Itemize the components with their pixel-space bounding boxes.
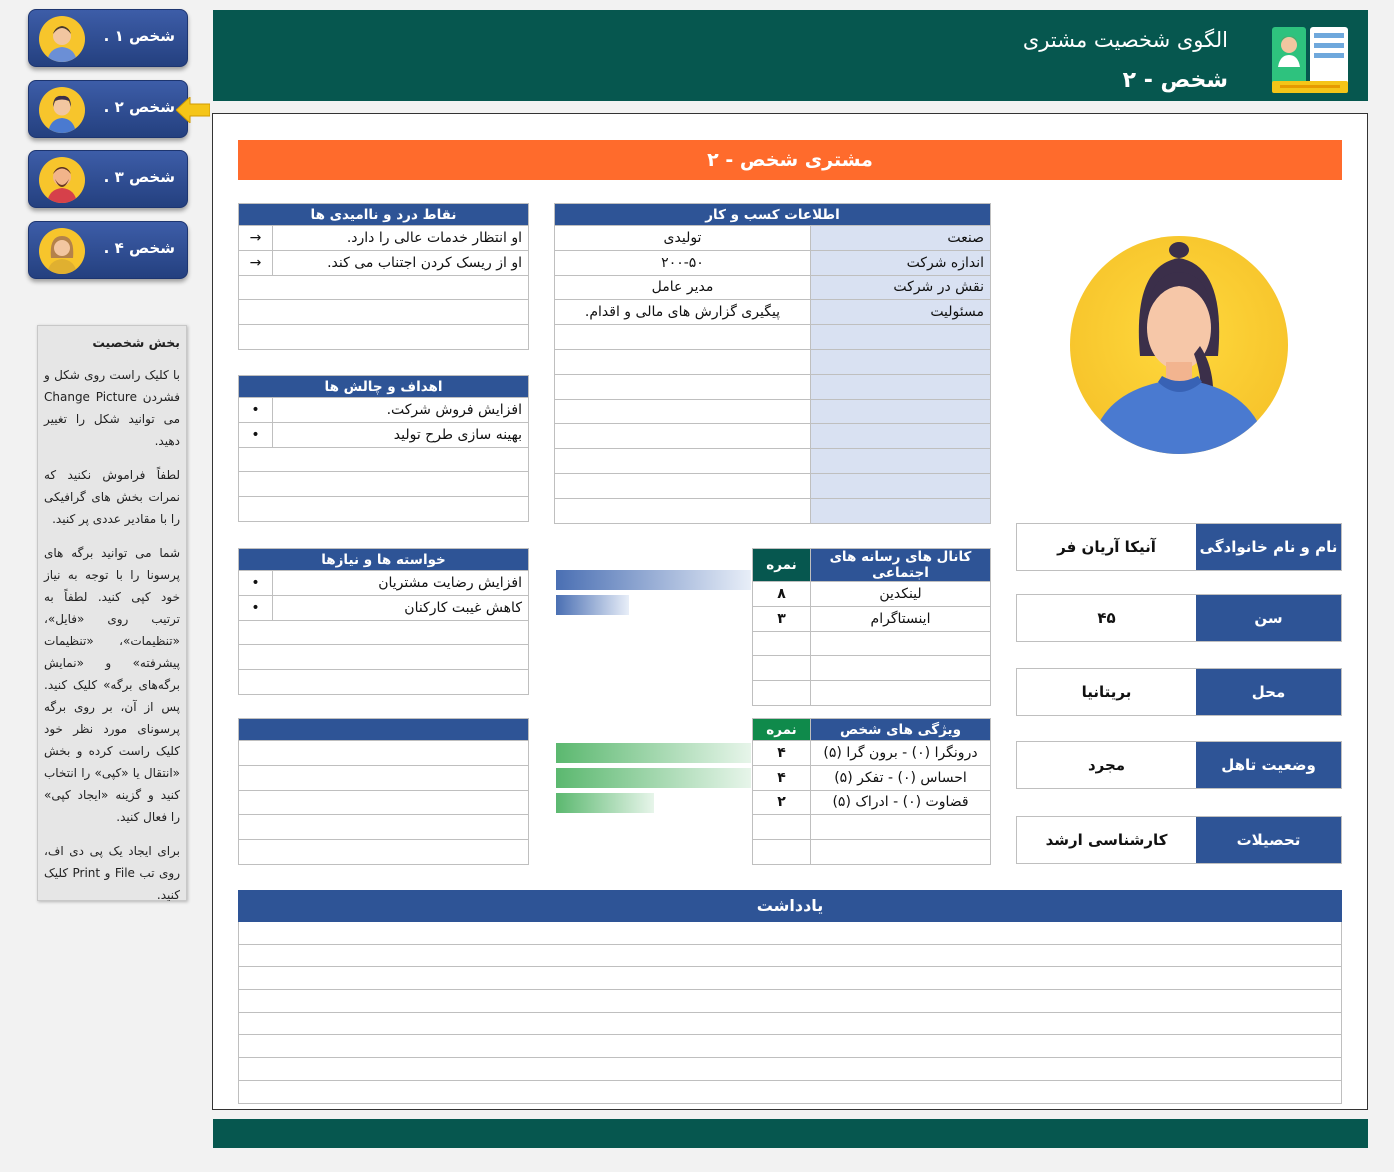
table-row (239, 595, 529, 620)
page-header (213, 10, 1368, 101)
business-key: صنعت (811, 226, 991, 251)
table-row (555, 349, 991, 374)
trait-score: ۴ (753, 741, 811, 766)
persona-4-button[interactable] (28, 221, 188, 279)
table-row (753, 656, 991, 681)
persona-4-label: شخص ۴ . (103, 239, 175, 257)
arrow-icon: → (239, 226, 273, 251)
trait-name: احساس (۰) - تفکر (۵) (811, 765, 991, 790)
table-row (753, 741, 991, 766)
table-row (239, 447, 529, 472)
business-value: مدیر عامل (555, 275, 811, 300)
trait-name: قضاوت (۰) - ادراک (۵) (811, 790, 991, 815)
table-row (555, 374, 991, 399)
needs-table (238, 548, 529, 695)
bullet-icon: • (239, 595, 273, 620)
table-row (239, 275, 529, 300)
education-value[interactable]: کارشناسی ارشد (1017, 817, 1196, 863)
social-media-table (752, 548, 991, 706)
traits-score-header: نمره (753, 719, 811, 741)
table-row (753, 606, 991, 631)
social-score-header: نمره (753, 549, 811, 582)
table-row (555, 498, 991, 523)
persona-2-label: شخص ۲ . (103, 98, 175, 116)
table-row (239, 571, 529, 596)
table-row (555, 424, 991, 449)
active-arrow-icon (176, 97, 210, 123)
needs-header: خواسته ها و نیازها (239, 549, 529, 571)
business-value: ۲۰۰-۵۰ (555, 250, 811, 275)
marital-label: وضعیت تاهل (1196, 742, 1341, 788)
social-score-bar (556, 570, 751, 590)
page-title: الگوی شخصیت مشتری (1022, 28, 1228, 52)
channel-score: ۳ (753, 606, 811, 631)
name-label: نام و نام خانوادگی (1196, 524, 1341, 570)
education-field (1016, 816, 1342, 864)
business-key: نقش در شرکت (811, 275, 991, 300)
table-row (239, 226, 529, 251)
social-score-bar (556, 595, 629, 615)
bullet-icon: • (239, 571, 273, 596)
persona-photo[interactable] (1070, 236, 1288, 454)
name-field (1016, 523, 1342, 571)
marital-field (1016, 741, 1342, 789)
persona-3-button[interactable] (28, 150, 188, 208)
persona-2-button[interactable] (28, 80, 188, 138)
need-text: کاهش غیبت کارکنان (273, 595, 529, 620)
table-row (239, 645, 529, 670)
table-row (239, 250, 529, 275)
notes-row[interactable] (238, 945, 1342, 968)
table-row (239, 790, 529, 815)
social-media-header: کانال های رسانه های اجتماعی (811, 549, 991, 582)
notes-row[interactable] (238, 922, 1342, 945)
table-row (239, 398, 529, 423)
age-label: سن (1196, 595, 1341, 641)
business-info-table (554, 203, 991, 524)
table-row (239, 620, 529, 645)
blank-table (238, 718, 529, 865)
trait-score-bar (556, 743, 751, 763)
trait-score: ۲ (753, 790, 811, 815)
table-row (239, 741, 529, 766)
trait-name: درونگرا (۰) - برون گرا (۵) (811, 741, 991, 766)
notes-row[interactable] (238, 967, 1342, 990)
notes-row[interactable] (238, 1081, 1342, 1104)
channel-score: ۸ (753, 582, 811, 607)
business-key: اندازه شرکت (811, 250, 991, 275)
channel-name: اینستاگرام (811, 606, 991, 631)
channel-name: لینکدین (811, 582, 991, 607)
education-label: تحصیلات (1196, 817, 1341, 863)
persona-2-avatar (39, 87, 85, 133)
arrow-icon: → (239, 250, 273, 275)
goal-text: بهینه سازی طرح تولید (273, 422, 529, 447)
notes-section (238, 890, 1342, 1104)
table-row (555, 449, 991, 474)
goal-text: افزایش فروش شرکت. (273, 398, 529, 423)
trait-score-bar (556, 768, 751, 788)
goals-table (238, 375, 529, 522)
persona-3-avatar (39, 157, 85, 203)
trait-score: ۴ (753, 765, 811, 790)
persona-3-label: شخص ۳ . (103, 168, 175, 186)
age-value[interactable]: ۴۵ (1017, 595, 1196, 641)
table-row (753, 765, 991, 790)
persona-info-panel (37, 325, 187, 901)
notes-row[interactable] (238, 1035, 1342, 1058)
location-label: محل (1196, 669, 1341, 715)
table-row (239, 472, 529, 497)
goals-header: اهداف و چالش ها (239, 376, 529, 398)
info-panel-text-3: شما می توانید برگه های پرسونا را با توجه به نیاز خود کپی کنید. لطفاً به ترتیب روی «فایل»، «تنظیمات»، «تنظیمات پیشرفته» و «نمایش برگه‌های برگه» کلیک کنید. پس از آن، بر روی برگه پرسونای مورد نظر خود کلیک راست کرده و بخش «انتقال یا «کپی» را انتخاب کنید و گزینه «ایجاد کپی» را فعال کنید. (44, 546, 180, 824)
persona-banner: مشتری شخص - ۲ (238, 140, 1342, 180)
notes-row[interactable] (238, 990, 1342, 1013)
table-row (753, 631, 991, 656)
table-row (239, 765, 529, 790)
business-value: پیگیری گزارش های مالی و اقدام. (555, 300, 811, 325)
persona-1-avatar (39, 16, 85, 62)
table-row (555, 300, 991, 325)
notes-row[interactable] (238, 1058, 1342, 1081)
table-row (239, 815, 529, 840)
location-field (1016, 668, 1342, 716)
table-row (753, 582, 991, 607)
page-subtitle: شخص - ۲ (1122, 68, 1228, 93)
table-row (753, 681, 991, 706)
bullet-icon: • (239, 422, 273, 447)
table-row (555, 399, 991, 424)
persona-4-avatar (39, 228, 85, 274)
traits-table (752, 718, 991, 865)
age-field (1016, 594, 1342, 642)
pain-point-text: او انتظار خدمات عالی را دارد. (273, 226, 529, 251)
table-row (239, 497, 529, 522)
pain-points-header: نقاط درد و ناامیدی ها (239, 204, 529, 226)
trait-score-bar (556, 793, 654, 813)
table-row (239, 670, 529, 695)
info-panel-text-2: لطفاً فراموش نکنید که نمرات بخش های گرافیکی را با مقادیر عددی پر کنید. (44, 468, 180, 526)
table-row (753, 790, 991, 815)
notes-header: یادداشت (238, 890, 1342, 922)
table-row (555, 250, 991, 275)
need-text: افزایش رضایت مشتریان (273, 571, 529, 596)
bullet-icon: • (239, 398, 273, 423)
table-row (555, 275, 991, 300)
business-key: مسئولیت (811, 300, 991, 325)
table-row (239, 422, 529, 447)
table-row (239, 300, 529, 325)
info-panel-text-1: با کلیک راست روی شکل و فشردن Change Picture می توانید شکل را تغییر دهید. (44, 368, 180, 448)
notes-row[interactable] (238, 1013, 1342, 1036)
info-panel-text-4: برای ایجاد یک پی دی اف، روی تب File و Print کلیک کنید. (44, 844, 180, 902)
table-row (555, 325, 991, 350)
pain-points-table (238, 203, 529, 350)
page-footer (213, 1119, 1368, 1148)
marital-value[interactable]: مجرد (1017, 742, 1196, 788)
persona-1-button[interactable] (28, 9, 188, 67)
table-row (753, 840, 991, 865)
table-row (555, 473, 991, 498)
info-panel-title: بخش شخصیت (92, 335, 180, 350)
table-row (239, 840, 529, 865)
pain-point-text: او از ریسک کردن اجتناب می کند. (273, 250, 529, 275)
persona-card-icon (1270, 17, 1350, 97)
table-row (555, 226, 991, 251)
traits-header: ویژگی های شخص (811, 719, 991, 741)
table-row (753, 815, 991, 840)
name-value[interactable]: آنیکا آریان فر (1017, 524, 1196, 570)
business-value: تولیدی (555, 226, 811, 251)
location-value[interactable]: بریتانیا (1017, 669, 1196, 715)
persona-1-label: شخص ۱ . (103, 27, 175, 45)
business-info-header: اطلاعات کسب و کار (555, 204, 991, 226)
table-row (239, 325, 529, 350)
